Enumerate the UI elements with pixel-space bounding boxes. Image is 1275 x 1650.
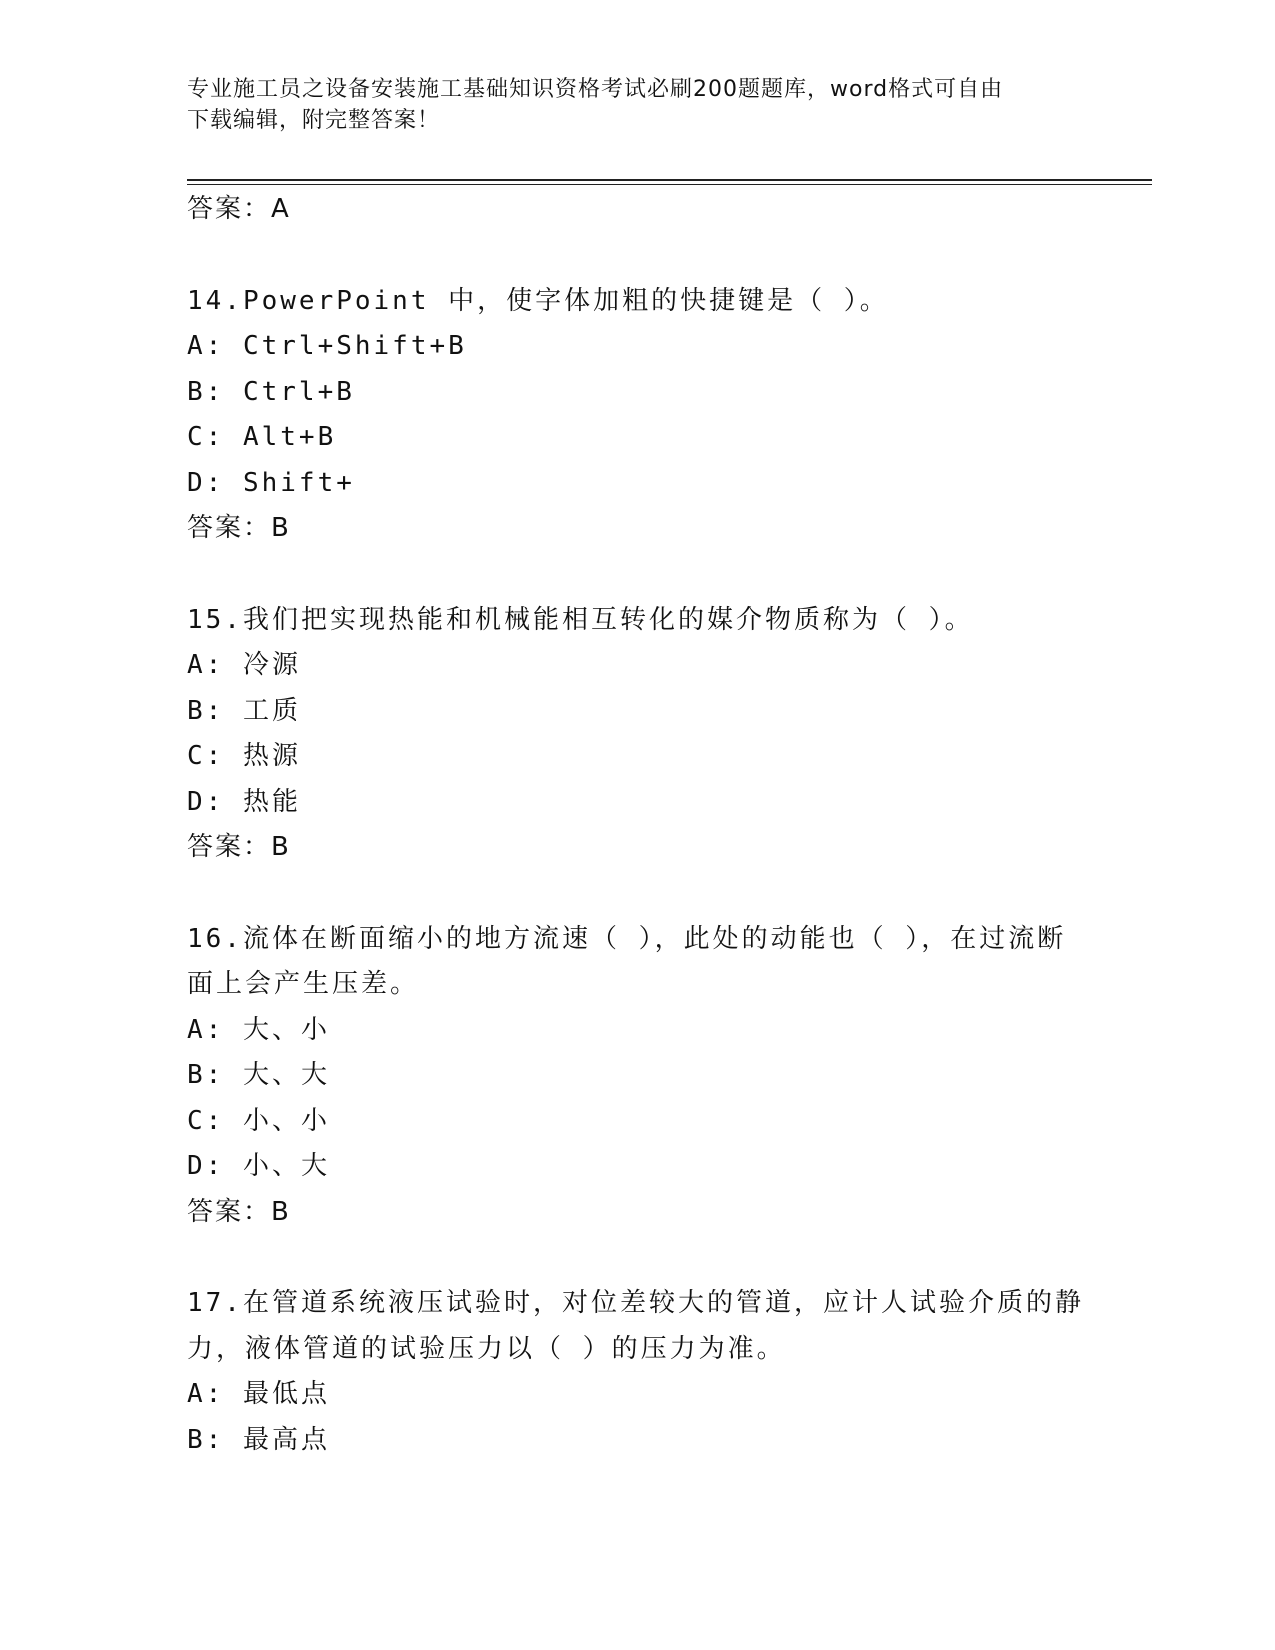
question-text-line-2: 面上会产生压差。: [187, 969, 420, 999]
answer: 答案：B: [187, 832, 291, 862]
question-text: 14.PowerPoint 中，使字体加粗的快捷键是（ ）。: [187, 285, 889, 316]
spacer: [187, 552, 1087, 598]
question-16: [187, 917, 1087, 1236]
question-text-line-2: 力，液体管道的试验压力以（ ）的压力为准。: [187, 1333, 786, 1364]
answer: 答案：B: [187, 1196, 291, 1227]
question-list: [187, 187, 1087, 1463]
question-text-line-1: 16.流体在断面缩小的地方流速（ ），此处的动能也（ ），在过流断: [187, 923, 1067, 954]
option-b: B: Ctrl+B: [187, 376, 355, 407]
question-14: [187, 279, 1087, 552]
option-d: D: 热能: [187, 786, 301, 817]
option-a: A: 冷源: [187, 650, 301, 680]
question-text: 15.我们把实现热能和机械能相互转化的媒介物质称为（ ）。: [187, 604, 974, 635]
option-a: A: 大、小: [187, 1014, 330, 1045]
option-c: C: 热源: [187, 741, 301, 771]
option-a: A: Ctrl+Shift+B: [187, 331, 467, 361]
option-b: B: 大、大: [187, 1060, 330, 1090]
option-a: A: 最低点: [187, 1379, 330, 1409]
option-d: D: Shift+: [187, 467, 355, 498]
header-rule-thin: [187, 184, 1152, 185]
option-b: B: 最高点: [187, 1424, 330, 1455]
question-15: [187, 598, 1087, 871]
option-b: B: 工质: [187, 695, 301, 726]
option-c: C: 小、小: [187, 1105, 330, 1136]
option-d: D: 小、大: [187, 1151, 330, 1181]
answer-prev: 答案：A: [187, 194, 291, 224]
spacer: [187, 871, 1087, 917]
header-rule-thick: [187, 179, 1152, 181]
question-text-line-1: 17.在管道系统液压试验时，对位差较大的管道，应计人试验介质的静: [187, 1288, 1084, 1318]
document-header: [187, 74, 1077, 136]
question-17: [187, 1281, 1087, 1463]
header-line-2: 下载编辑，附完整答案！: [187, 108, 441, 133]
option-c: C: Alt+B: [187, 422, 337, 452]
spacer: [187, 1235, 1087, 1281]
answer: 答案：B: [187, 513, 291, 543]
spacer: [187, 233, 1087, 279]
header-line-1: 专业施工员之设备安装施工基础知识资格考试必刷200题题库，word格式可自由: [187, 77, 1004, 102]
